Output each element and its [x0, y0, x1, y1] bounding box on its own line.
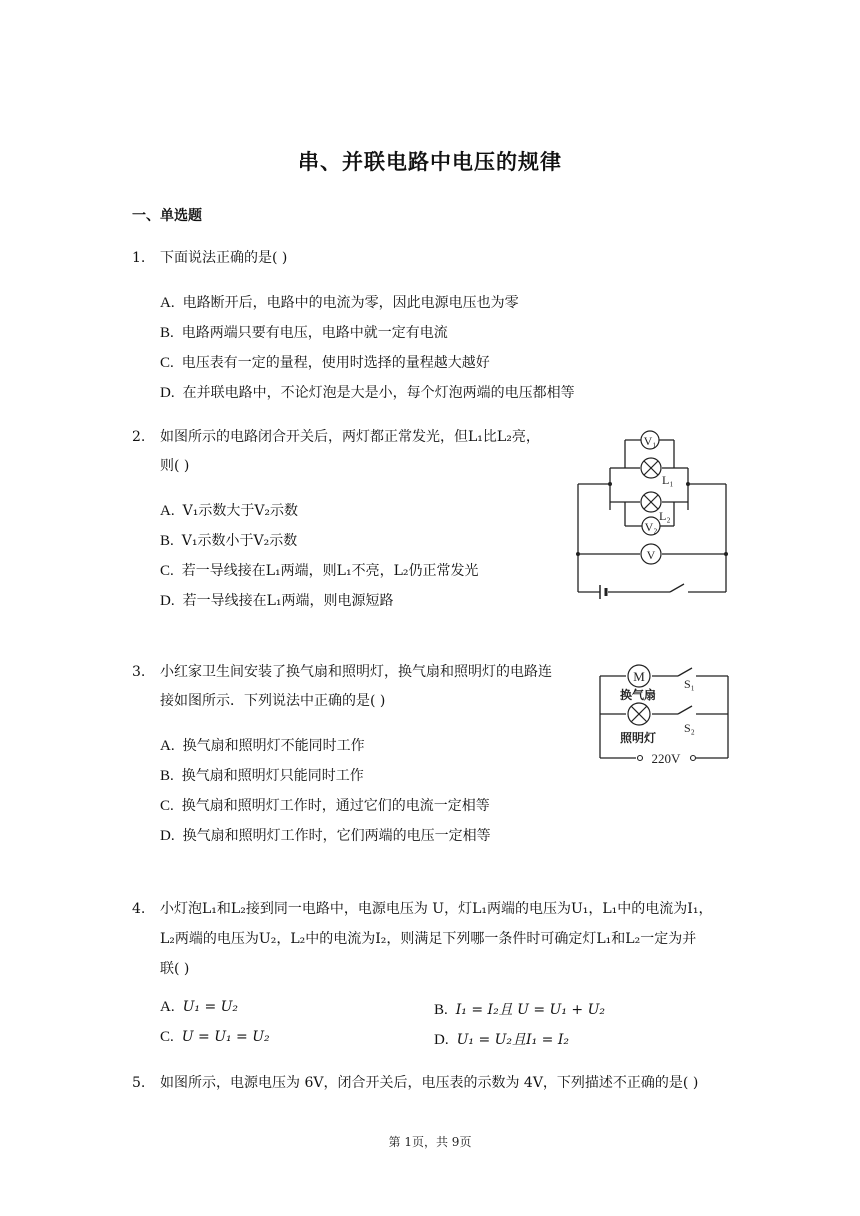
option-b[interactable] [160, 765, 364, 785]
motor-label: M [633, 669, 645, 684]
question-stem-line: 则( ) [160, 458, 190, 474]
question-number: 1. [132, 250, 146, 266]
lamp-l2-label: L₂ [659, 509, 671, 523]
question-stem: 如图所示，电源电压为 6V，闭合开关后，电压表的示数为 4V，下列描述不正确的是( ) [160, 1075, 699, 1091]
option-a[interactable] [160, 735, 365, 755]
option-d[interactable] [160, 590, 394, 610]
option-text: 换气扇和照明灯工作时，它们两端的电压一定相等 [182, 828, 491, 844]
switch-s1-label: S₁ [684, 677, 695, 691]
option-text: V₁示数小于V₂示数 [181, 533, 298, 549]
option-text: U = U₁ = U₂ [181, 1029, 270, 1045]
question-number: 2. [132, 429, 146, 445]
fan-label: 换气扇 [620, 688, 657, 702]
option-letter: A. [160, 295, 175, 311]
option-text: 换气扇和照明灯工作时，通过它们的电流一定相等 [181, 798, 490, 814]
option-text: 电路断开后，电路中的电流为零，因此电源电压也为零 [182, 295, 519, 311]
question-stem-line: 接如图所示．下列说法中正确的是( ) [160, 693, 386, 709]
option-letter: B. [160, 325, 174, 341]
circuit-diagram-q3 [596, 658, 734, 768]
option-letter: C. [160, 355, 174, 371]
voltmeter-v-label: V [646, 548, 656, 562]
option-letter: C. [160, 1029, 174, 1045]
option-text: 在并联电路中，不论灯泡是大是小，每个灯泡两端的电压都相等 [182, 385, 575, 401]
question-stem: 下面说法正确的是( ) [160, 250, 288, 266]
option-text: 电路两端只要有电压，电路中就一定有电流 [181, 325, 448, 341]
option-letter: A. [160, 999, 175, 1015]
supply-label: 220V [651, 751, 681, 766]
page-footer: 第 1页，共 9页 [388, 1135, 472, 1149]
option-d[interactable] [160, 825, 491, 845]
option-letter: A. [160, 738, 175, 754]
option-letter: D. [160, 593, 175, 609]
option-text: V₁示数大于V₂示数 [182, 503, 299, 519]
option-a[interactable] [160, 500, 298, 520]
option-d[interactable] [434, 1029, 569, 1049]
option-letter: D. [160, 385, 175, 401]
option-b[interactable] [160, 322, 448, 342]
question-stem-line: 小灯泡L₁和L₂接到同一电路中，电源电压为 U，灯L₁两端的电压为U₁，L₁中的电流为I₁， [160, 901, 713, 917]
option-text: 电压表有一定的量程，使用时选择的量程越大越好 [181, 355, 490, 371]
option-c[interactable] [160, 795, 490, 815]
option-a[interactable] [160, 292, 519, 312]
voltmeter-v1-label: V₁ [643, 434, 657, 448]
option-text: 换气扇和照明灯不能同时工作 [182, 738, 365, 754]
question-number: 4. [132, 901, 146, 917]
option-b[interactable] [434, 999, 605, 1019]
lamp-l1-label: L₁ [662, 473, 674, 487]
option-text: I₁ = I₂且 U = U₁ + U₂ [455, 1002, 606, 1018]
option-text: 换气扇和照明灯只能同时工作 [181, 768, 364, 784]
section-heading: 一、单选题 [132, 208, 202, 224]
option-letter: D. [434, 1032, 449, 1048]
option-letter: C. [160, 563, 174, 579]
option-text: 若一导线接在L₁两端，则L₁不亮，L₂仍正常发光 [181, 563, 479, 579]
option-letter: A. [160, 503, 175, 519]
question-stem-line: L₂两端的电压为U₂，L₂中的电流为I₂，则满足下列哪一条件时可确定灯L₁和L₂一定为并 [160, 931, 697, 947]
option-c[interactable] [160, 560, 479, 580]
option-text: U₁ = U₂且I₁ = I₂ [456, 1032, 569, 1048]
option-a[interactable] [160, 999, 238, 1016]
question-stem-line: 联( ) [160, 961, 190, 977]
option-text: 若一导线接在L₁两端，则电源短路 [182, 593, 394, 609]
option-d[interactable] [160, 382, 575, 402]
voltmeter-v2-label: V₂ [644, 520, 658, 534]
option-letter: B. [434, 1002, 448, 1018]
question-number: 5. [132, 1075, 146, 1091]
option-letter: C. [160, 798, 174, 814]
option-b[interactable] [160, 530, 297, 550]
switch-s2-label: S₂ [684, 721, 695, 735]
page-title: 串、并联电路中电压的规律 [298, 150, 562, 174]
option-letter: B. [160, 533, 174, 549]
option-text: U₁ = U₂ [182, 999, 239, 1015]
question-stem-line: 小红家卫生间安装了换气扇和照明灯，换气扇和照明灯的电路连 [160, 664, 552, 680]
option-c[interactable] [160, 1029, 270, 1046]
circuit-diagram-q2 [570, 424, 735, 600]
question-stem-line: 如图所示的电路闭合开关后，两灯都正常发光，但L₁比L₂亮， [160, 429, 540, 445]
question-number: 3. [132, 664, 146, 680]
lamp-label: 照明灯 [620, 731, 657, 745]
option-c[interactable] [160, 352, 490, 372]
option-letter: D. [160, 828, 175, 844]
option-letter: B. [160, 768, 174, 784]
